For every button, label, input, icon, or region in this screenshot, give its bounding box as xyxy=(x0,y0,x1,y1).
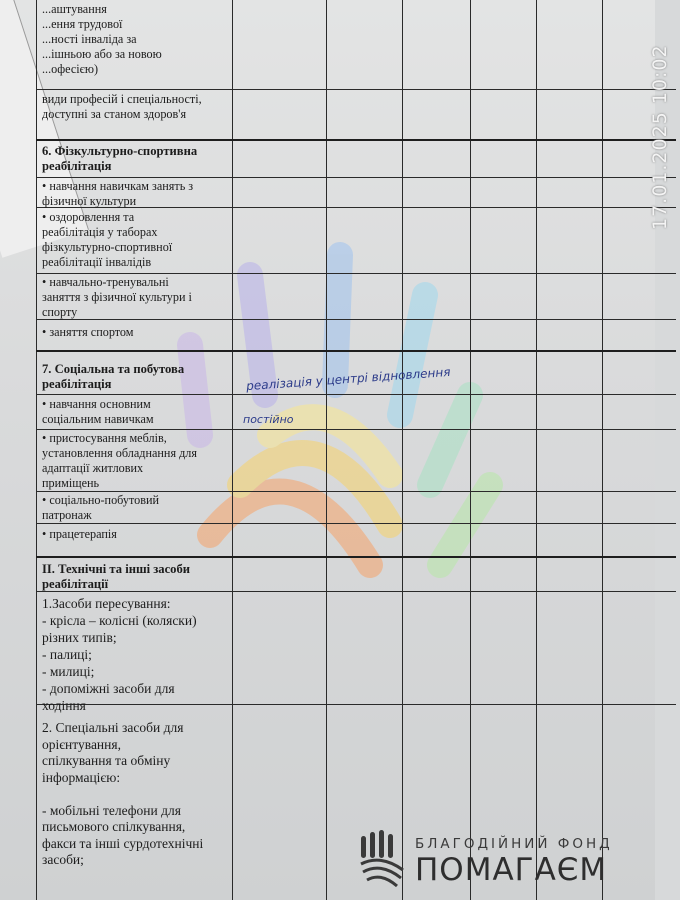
row-communication-aids-text: 2. Спеціальні засоби для орієнтування, спілкування та обміну інформацією: - мобільні телефони для письмового спілкування, факси та інші сурдотехнічні засоби; xyxy=(42,720,204,867)
row-7b-text: • пристосування меблів, установлення обладнання для адаптації житлових приміщень xyxy=(42,431,197,490)
section-II-heading: ІІ. Технічні та інші засоби реабілітації xyxy=(42,562,191,591)
row-employment-text: ...аштування ...ення трудової ...ності інваліда за ...ішньою або за новою ...офесією) xyxy=(42,2,162,76)
row-divider xyxy=(36,491,676,492)
row-divider xyxy=(36,394,676,395)
timestamp-text: 17.01.2025 10:02 xyxy=(649,44,671,230)
section-divider xyxy=(36,556,676,558)
section-6-heading: 6. Фізкультурно-спортивна реабілітація xyxy=(42,144,198,173)
section-divider xyxy=(36,350,676,352)
handwritten-note-2: постійно xyxy=(243,413,294,426)
column-divider xyxy=(326,0,327,900)
section-divider xyxy=(36,139,676,141)
table-border-left xyxy=(36,0,37,900)
foundation-watermark xyxy=(355,828,655,898)
row-7c-text: • соціально-побутовий патронаж xyxy=(42,493,160,522)
handwritten-note-1: реалізація у центрі відновлення xyxy=(245,364,451,394)
row-mobility-aids-text: 1.Засоби пересування: - крісла – колісні (коляски) різних типів; - палиці; - милиці; - допоміжні засоби для ходіння xyxy=(42,596,197,713)
column-divider xyxy=(232,0,233,900)
row-divider xyxy=(36,523,676,524)
rehab-program-table xyxy=(36,0,676,900)
column-divider xyxy=(602,0,603,900)
row-professions-text: види професій і спеціальності, доступні за станом здоров'я xyxy=(42,92,202,121)
row-divider xyxy=(36,177,676,178)
row-6d-text: • заняття спортом xyxy=(42,325,134,339)
column-divider xyxy=(402,0,403,900)
watermark-line-1: БЛАГОДІЙНИЙ ФОНД xyxy=(415,836,613,852)
palm-logo-icon xyxy=(355,830,411,892)
row-divider xyxy=(36,273,676,274)
row-7a-text: • навчання основним соціальним навичкам xyxy=(42,397,154,426)
row-7d-text: • працетерапія xyxy=(42,527,117,541)
row-6a-text: • навчання навичкам занять з фізичної культури xyxy=(42,179,194,208)
photo-timestamp xyxy=(612,20,671,230)
section-7-heading: 7. Соціальна та побутова реабілітація xyxy=(42,362,185,391)
row-divider xyxy=(36,429,676,430)
row-6b-text: • оздоровлення та реабілітація у таборах фізкультурно-спортивної реабілітації інвалідів xyxy=(42,210,173,269)
column-divider xyxy=(536,0,537,900)
column-divider xyxy=(470,0,471,900)
watermark-line-2: ПОМАГАЄМ xyxy=(415,852,608,888)
row-divider xyxy=(36,89,676,90)
row-6c-text: • навчально-тренувальні заняття з фізичної культури і спорту xyxy=(42,275,192,319)
